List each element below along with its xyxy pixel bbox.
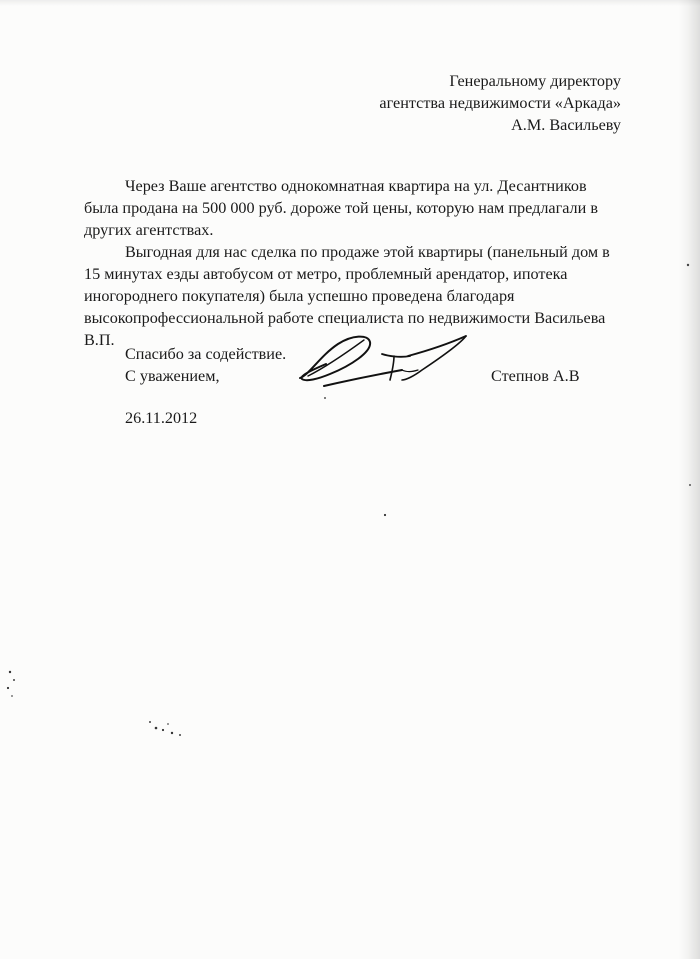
paragraph-deal: Выгодная для нас сделка по продаже этой квартиры (панельный дом в 15 минутах езды автобусом от метро, проблемный арендатор, ипотека иногороднего покупателя) была успешно проведена благодаря высокопрофессиональной работе специалиста по недвижимости Васильева В.П. (84, 243, 610, 349)
letter-date: 26.11.2012 (125, 409, 198, 427)
addressee-position: Генеральному директору (449, 72, 621, 90)
regards-line: С уважением, (125, 367, 220, 385)
addressee-name: А.М. Васильеву (511, 116, 621, 134)
paragraph-price: Через Ваше агентство однокомнатная квартира на ул. Десантников была продана на 500 000 руб. дороже той цены, которую нам предлагали в других агентствах. (84, 177, 598, 239)
thanks-line: Спасибо за содействие. (125, 345, 287, 363)
signer-name: Степнов А.В (491, 367, 580, 385)
addressee-company: агентства недвижимости «Аркада» (379, 94, 621, 112)
